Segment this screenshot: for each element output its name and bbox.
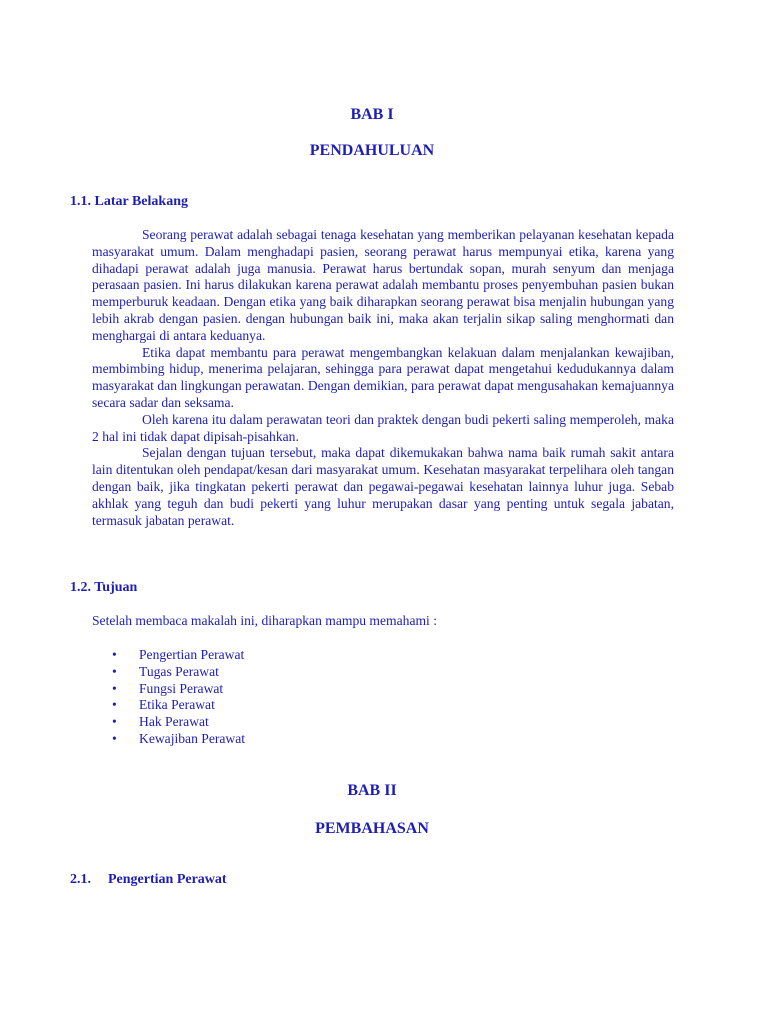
section-1-2-heading: 1.2. Tujuan [70, 580, 138, 595]
bullet-icon: • [112, 730, 117, 746]
bullet-icon: • [112, 714, 117, 730]
bullet-icon: • [112, 697, 117, 713]
bab1-label: BAB I [350, 106, 394, 123]
bab2-title: PEMBAHASAN [315, 820, 429, 837]
section-1-1-body [92, 227, 674, 529]
section-2-1-number: 2.1. [70, 872, 91, 887]
section-1-1-heading: 1.1. Latar Belakang [70, 194, 188, 209]
section-2-1-heading [70, 872, 227, 888]
bab2-label: BAB II [347, 782, 397, 799]
objectives-list [112, 647, 245, 748]
list-item: • Tugas Perawat [112, 663, 219, 679]
list-item: • Pengertian Perawat [112, 647, 245, 662]
bab1-title: PENDAHULUAN [309, 142, 435, 159]
paragraph-3: Oleh karena itu dalam perawatan teori dan praktek dengan budi pekerti saling memperoleh, maka 2 hal ini tidak dapat dipisah-pisahkan. [92, 411, 674, 444]
list-item: • Fungsi Perawat [112, 680, 224, 696]
paragraph-2: Etika dapat membantu para perawat mengembangkan kelakuan dalam menjalankan kewajiban, membimbing hidup, menerima pelajaran, sehingga para perawat dapat mengetahui kedudukannya dalam masyarakat dan lingkungan perawatan. Dengan demikian, para perawat dapat mengusahakan kemajuannya secara sadar dan seksama. [92, 344, 674, 410]
bullet-icon: • [112, 663, 117, 679]
list-item: • Etika Perawat [112, 697, 215, 713]
list-item: • Hak Perawat [112, 714, 209, 730]
section-2-1-title: Pengertian Perawat [108, 872, 227, 887]
paragraph-4: Sejalan dengan tujuan tersebut, maka dapat dikemukakan bahwa nama baik rumah sakit antara lain ditentukan oleh pendapat/kesan dari masyarakat umum. Kesehatan masyarakat terpelihara oleh tangan dengan baik, jika tingkatan pekerti perawat dan pegawai-pegawai kesehatan lainnya luhur juga. Sebab akhlak yang teguh dan budi pekerti yang luhur merupakan dasar yang penting untuk segala jabatan, termasuk jabatan perawat. [92, 445, 674, 528]
paragraph-1: Seorang perawat adalah sebagai tenaga kesehatan yang memberikan pelayanan kesehatan kepada masyarakat umum. Dalam menghadapi pasien, seorang perawat harus mempunyai etika, karena yang dihadapi perawat adalah juga manusia. Perawat harus bertundak sopan, murah senyum dan menjaga perasaan pasien. Ini harus dilakukan karena perawat adalah membantu proses penyembuhan pasien bukan memperburuk keadaan. Dengan etika yang baik diharapkan seorang perawat bisa menjalin hubungan yang lebih akrab dengan pasien. dengan hubungan baik ini, maka akan terjalin sikap saling menghormati dan menghargai di antara keduanya. [92, 227, 674, 343]
list-item: • Kewajiban Perawat [112, 730, 246, 746]
bullet-icon: • [112, 680, 117, 696]
bullet-icon: • [112, 647, 117, 662]
section-1-2-intro: Setelah membaca makalah ini, diharapkan mampu memahami : [92, 613, 438, 628]
